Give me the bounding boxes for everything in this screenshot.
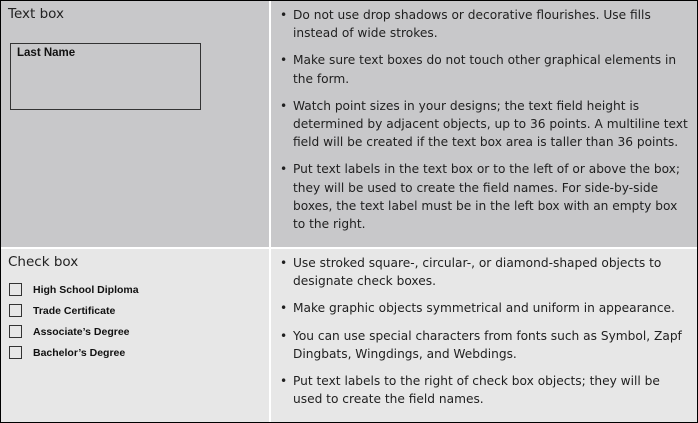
- guideline-list: [279, 254, 691, 408]
- checkbox-square: [9, 325, 22, 338]
- checkbox-label: Trade Certificate: [33, 304, 116, 317]
- guideline-item: • Do not use drop shadows or decorative flourishes. Use fills instead of wide strokes.: [279, 6, 691, 42]
- example-checkbox-row: [9, 325, 130, 338]
- checkbox-label: Associate’s Degree: [33, 325, 130, 338]
- check-box-example-cell: [1, 249, 269, 422]
- checkbox-square: [9, 283, 22, 296]
- example-field-label: Last Name: [17, 47, 76, 59]
- example-text-field: [10, 43, 201, 110]
- guideline-item: • Make graphic objects symmetrical and uniform in appearance.: [279, 299, 691, 317]
- guideline-item: • Put text labels in the text box or to the left of or above the box; they will be used to create the field names. For side-by-side boxes, the text label must be in the left box with an empty box to the right.: [279, 160, 691, 233]
- guideline-item: • Use stroked square-, circular-, or diamond-shaped objects to designate check boxes.: [279, 254, 691, 290]
- guideline-item: • You can use special characters from fonts such as Symbol, Zapf Dingbats, Wingdings, and Webdings.: [279, 327, 691, 363]
- row-text-box: [1, 1, 697, 247]
- checkbox-label: High School Diploma: [33, 283, 139, 296]
- text-box-example-cell: [1, 1, 269, 247]
- example-checkbox-row: [9, 304, 115, 317]
- checkbox-square: [9, 346, 22, 359]
- guideline-item: • Make sure text boxes do not touch other graphical elements in the form.: [279, 51, 691, 87]
- check-box-guidelines-cell: [271, 249, 697, 422]
- row-title: Text box: [8, 6, 64, 22]
- text-box-guidelines-cell: [271, 1, 697, 247]
- row-title: Check box: [8, 254, 79, 270]
- guideline-item: • Watch point sizes in your designs; the text field height is determined by adjacent objects, up to 36 points. A multiline text field will be created if the text box area is taller than 36 points.: [279, 97, 691, 152]
- guideline-item: • Put text labels to the right of check box objects; they will be used to create the field names.: [279, 372, 691, 408]
- guideline-list: [279, 6, 691, 233]
- example-checkbox-row: [9, 283, 139, 296]
- row-check-box: [1, 249, 697, 422]
- checkbox-label: Bachelor’s Degree: [33, 346, 126, 359]
- example-checkbox-row: [9, 346, 125, 359]
- checkbox-square: [9, 304, 22, 317]
